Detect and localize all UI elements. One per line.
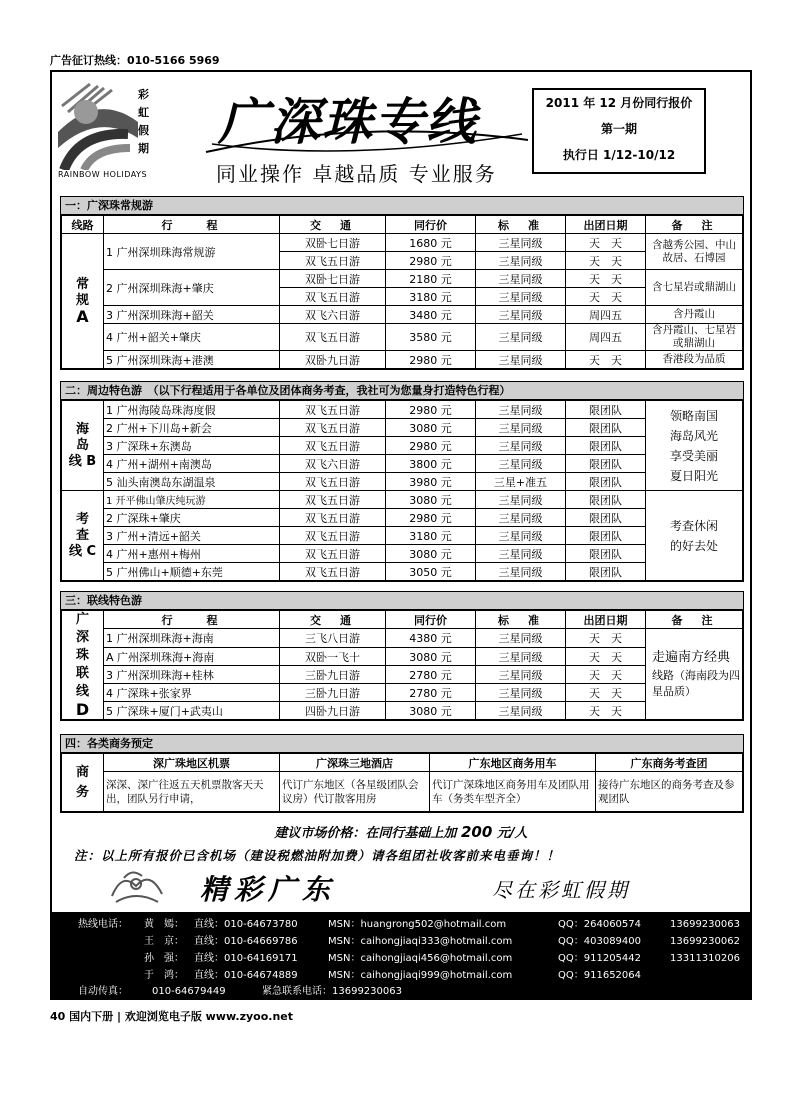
- route-cell: 2 广州+下川岛+新会: [104, 419, 280, 437]
- date-cell: 天 天: [566, 270, 646, 288]
- contact-msn: MSN：caihongjiaqi456@hotmail.com: [328, 953, 513, 964]
- route-cell: 5 汕头南澳岛东湖温泉: [104, 473, 280, 491]
- table-row: [62, 772, 743, 812]
- table-row: [62, 419, 743, 437]
- date-cell: 天 天: [566, 648, 646, 666]
- date-cell: 周四五: [566, 324, 646, 351]
- rainbow-logo: [58, 82, 170, 182]
- date-cell: 天 天: [566, 351, 646, 369]
- banner-subtitle: 尽在彩虹假期: [492, 878, 630, 902]
- table-row: [62, 401, 743, 419]
- price-notice: 注：以上所有报价已含机场（建设税燃油附加费）请各组团社收客前来电垂询！！: [74, 848, 561, 863]
- route-group-label: 商 务: [62, 754, 104, 812]
- service-description: 代订广深珠地区商务用车及团队用车（务类车型齐全）: [430, 772, 596, 812]
- route-group-label: 海 岛 线 B: [62, 401, 104, 491]
- section-business-booking: [60, 734, 744, 813]
- price-cell: 2780 元: [386, 684, 476, 702]
- business-booking-table: [61, 753, 743, 812]
- transport-cell: 双飞五日游: [280, 419, 386, 437]
- route-cell: 4 广州+湖州+南澳岛: [104, 455, 280, 473]
- date-cell: 限团队: [566, 455, 646, 473]
- standard-cell: 三星同级: [476, 563, 566, 581]
- standard-cell: 三星同级: [476, 629, 566, 648]
- ad-hotline: 广告征订热线：010-5166 5969: [50, 54, 220, 67]
- route-group-label: 常 规 A: [62, 234, 104, 369]
- price-cell: 2180 元: [386, 270, 476, 288]
- price-cell: 3080 元: [386, 702, 476, 720]
- column-header: 线路: [62, 216, 104, 234]
- contact-name: 于 鸿：: [144, 970, 184, 981]
- table-row: [62, 437, 743, 455]
- price-cell: 3080 元: [386, 648, 476, 666]
- transport-cell: 四卧九日游: [280, 702, 386, 720]
- table-row: [62, 563, 743, 581]
- route-cell: A 广州深圳珠海+海南: [104, 648, 280, 666]
- table-row: [62, 270, 743, 288]
- section-title: 一：广深珠常规游: [61, 197, 743, 215]
- price-period-issue: 第一期: [600, 122, 637, 136]
- suggested-market-price: [52, 822, 750, 841]
- date-cell: 天 天: [566, 702, 646, 720]
- date-cell: 限团队: [566, 563, 646, 581]
- contact-name: 王 京：: [144, 936, 184, 947]
- column-header: 行 程: [104, 611, 280, 629]
- note-cell: 含越秀公园、中山故居、石博园: [646, 234, 743, 270]
- date-cell: 天 天: [566, 666, 646, 684]
- date-cell: 限团队: [566, 509, 646, 527]
- standard-cell: 三星同级: [476, 648, 566, 666]
- route-cell: 3 广州深圳珠海+桂林: [104, 666, 280, 684]
- route-cell: 4 广州+惠州+梅州: [104, 545, 280, 563]
- route-cell: 5 广深珠+厦门+武夷山: [104, 702, 280, 720]
- contact-msn: MSN：huangrong502@hotmail.com: [328, 919, 507, 930]
- promo-banner: [82, 866, 722, 906]
- contact-msn: MSN：caihongjiaqi333@hotmail.com: [328, 936, 513, 947]
- date-cell: 天 天: [566, 629, 646, 648]
- note-cell: 含丹霞山: [646, 306, 743, 324]
- fax-label: 自动传真：: [78, 986, 128, 997]
- contact-phone: 直线：010-64169171: [194, 953, 298, 964]
- transport-cell: 双飞五日游: [280, 491, 386, 509]
- emergency-phone: 紧急联系电话：13699230063: [262, 986, 402, 997]
- standard-cell: 三星同级: [476, 270, 566, 288]
- date-cell: 天 天: [566, 252, 646, 270]
- standard-cell: 三星同级: [476, 491, 566, 509]
- price-cell: 4380 元: [386, 629, 476, 648]
- date-cell: 周四五: [566, 306, 646, 324]
- logo-english-name: RAINBOW HOLIDAYS: [58, 170, 148, 179]
- standard-cell: 三星+准五: [476, 473, 566, 491]
- transport-cell: 双飞五日游: [280, 509, 386, 527]
- standard-cell: 三星同级: [476, 288, 566, 306]
- column-header: 交 通: [280, 216, 386, 234]
- contact-phone: 直线：010-64673780: [194, 919, 298, 930]
- column-header: 标 准: [476, 216, 566, 234]
- date-cell: 限团队: [566, 401, 646, 419]
- table-row: [62, 306, 743, 324]
- table-header: [62, 754, 743, 772]
- table-row: [62, 527, 743, 545]
- contact-msn: MSN：caihongjiaqi999@hotmail.com: [328, 970, 513, 981]
- regular-tours-table: [61, 215, 743, 369]
- transport-cell: 双卧七日游: [280, 270, 386, 288]
- transport-cell: 双飞五日游: [280, 473, 386, 491]
- market-price-suffix: 元/人: [496, 826, 528, 841]
- date-cell: 限团队: [566, 419, 646, 437]
- fax-number: 010-64679449: [152, 986, 226, 997]
- column-header: 出团日期: [566, 216, 646, 234]
- note-cell: 含丹霞山、七星岩或鼎湖山: [646, 324, 743, 351]
- route-group-label: 考 查 线 C: [62, 491, 104, 581]
- standard-cell: 三星同级: [476, 509, 566, 527]
- service-description: 深深、深广往返五天机票散客天天出，团队另行申请，: [104, 772, 280, 812]
- logo-char: 期: [138, 142, 149, 155]
- banner-title: 精彩广东: [200, 873, 337, 906]
- price-cell: 2980 元: [386, 252, 476, 270]
- logo-char: 假: [138, 124, 149, 137]
- contact-mobile: 13311310206: [670, 953, 740, 964]
- note-cell: 香港段为品质: [646, 351, 743, 369]
- column-header: 备 注: [646, 216, 743, 234]
- rainbow-logo-icon: [58, 82, 138, 170]
- column-header: 广东商务考查团: [596, 754, 743, 772]
- transport-cell: 双卧九日游: [280, 351, 386, 369]
- column-header: 广东地区商务用车: [430, 754, 596, 772]
- price-cell: 3080 元: [386, 545, 476, 563]
- column-header: 广深珠三地酒店: [280, 754, 430, 772]
- table-row: [62, 455, 743, 473]
- column-header: 出团日期: [566, 611, 646, 629]
- transport-cell: 双飞五日游: [280, 563, 386, 581]
- column-header: 同行价: [386, 611, 476, 629]
- flower-icon: [102, 866, 172, 906]
- date-cell: 天 天: [566, 288, 646, 306]
- main-frame: [50, 70, 752, 1000]
- section-regular-tours: [60, 196, 744, 370]
- standard-cell: 三星同级: [476, 437, 566, 455]
- contact-qq: QQ：911652064: [558, 970, 642, 981]
- logo-chinese-name: [138, 86, 152, 158]
- table-row: [62, 473, 743, 491]
- table-row: [62, 702, 743, 720]
- standard-cell: 三星同级: [476, 252, 566, 270]
- standard-cell: 三星同级: [476, 234, 566, 252]
- transport-cell: 三卧九日游: [280, 684, 386, 702]
- price-cell: 3050 元: [386, 563, 476, 581]
- price-cell: 2980 元: [386, 401, 476, 419]
- section-title: 二：周边特色游 （以下行程适用于各单位及团体商务考查，我社可为您量身打造特色行程）: [61, 382, 743, 400]
- table-row: [62, 545, 743, 563]
- combo-tours-table: [61, 610, 743, 720]
- transport-cell: 双飞五日游: [280, 324, 386, 351]
- transport-cell: 双飞五日游: [280, 527, 386, 545]
- date-cell: 天 天: [566, 684, 646, 702]
- section-title: 四：各类商务预定: [61, 735, 743, 753]
- price-cell: 2980 元: [386, 351, 476, 369]
- contact-label: 热线电话：: [78, 919, 128, 930]
- route-cell: 3 广深珠+东澳岛: [104, 437, 280, 455]
- header: [52, 72, 750, 190]
- table-header: [62, 216, 743, 234]
- table-row: [62, 324, 743, 351]
- contact-mobile: 13699230062: [670, 936, 740, 947]
- column-header: 标 准: [476, 611, 566, 629]
- route-cell: 3 广州+清远+韶关: [104, 527, 280, 545]
- date-cell: 天 天: [566, 234, 646, 252]
- date-cell: 限团队: [566, 527, 646, 545]
- date-cell: 限团队: [566, 437, 646, 455]
- contact-mobile: 13699230063: [670, 919, 740, 930]
- price-cell: 1680 元: [386, 234, 476, 252]
- standard-cell: 三星同级: [476, 306, 566, 324]
- service-description: 接待广东地区的商务考查及参观团队: [596, 772, 743, 812]
- table-row: [62, 684, 743, 702]
- route-cell: 4 广深珠+张家界: [104, 684, 280, 702]
- standard-cell: 三星同级: [476, 527, 566, 545]
- contact-name: 黄 嫣：: [144, 919, 184, 930]
- route-cell: 2 广深珠+肇庆: [104, 509, 280, 527]
- transport-cell: 双飞五日游: [280, 401, 386, 419]
- page-footer: 40 国内下册 | 欢迎浏览电子版 www.zyoo.net: [50, 1010, 294, 1023]
- column-header: 同行价: [386, 216, 476, 234]
- route-group-label: 广 深 珠 联 线 D: [62, 611, 104, 720]
- contact-phone: 直线：010-64674889: [194, 970, 298, 981]
- route-cell: 5 广州佛山+顺德+东莞: [104, 563, 280, 581]
- note-cell: 领略南国 海岛风光 享受美丽 夏日阳光: [646, 401, 743, 491]
- route-cell: 5 广州深圳珠海+港澳: [104, 351, 280, 369]
- table-row: [62, 666, 743, 684]
- route-cell: 2 广州深圳珠海+肇庆: [104, 270, 280, 306]
- table-row: [62, 491, 743, 509]
- table-row: [62, 351, 743, 369]
- price-cell: 3580 元: [386, 324, 476, 351]
- price-cell: 2980 元: [386, 437, 476, 455]
- price-cell: 2780 元: [386, 666, 476, 684]
- contact-name: 孙 强：: [144, 953, 184, 964]
- table-row: [62, 234, 743, 252]
- column-header: 备 注: [646, 611, 743, 629]
- price-period-box: [532, 88, 706, 174]
- date-cell: 限团队: [566, 473, 646, 491]
- route-cell: 1 广州深圳珠海+海南: [104, 629, 280, 648]
- price-cell: 3800 元: [386, 455, 476, 473]
- transport-cell: 双卧七日游: [280, 234, 386, 252]
- date-cell: 限团队: [566, 491, 646, 509]
- note-cell: 走遍南方经典 线路（海南段为四星品质）: [646, 629, 743, 720]
- slogan: 同业操作 卓越品质 专业服务: [216, 162, 497, 186]
- price-cell: 3980 元: [386, 473, 476, 491]
- transport-cell: 双飞五日游: [280, 288, 386, 306]
- table-header: [62, 611, 743, 629]
- transport-cell: 三卧九日游: [280, 666, 386, 684]
- table-row: [62, 648, 743, 666]
- column-header: 行 程: [104, 216, 280, 234]
- swoosh-icon: [202, 122, 532, 158]
- column-header: 交 通: [280, 611, 386, 629]
- standard-cell: 三星同级: [476, 419, 566, 437]
- route-cell: 1 广州海陵岛珠海度假: [104, 401, 280, 419]
- logo-char: 彩: [138, 88, 149, 101]
- standard-cell: 三星同级: [476, 455, 566, 473]
- transport-cell: 双飞六日游: [280, 455, 386, 473]
- transport-cell: 双飞五日游: [280, 437, 386, 455]
- logo-char: 虹: [138, 106, 149, 119]
- standard-cell: 三星同级: [476, 684, 566, 702]
- route-cell: 1 广州深圳珠海常规游: [104, 234, 280, 270]
- standard-cell: 三星同级: [476, 324, 566, 351]
- price-period-dates: 执行日 1/12-10/12: [562, 148, 676, 162]
- price-cell: 3080 元: [386, 491, 476, 509]
- contact-qq: QQ：911205442: [558, 953, 642, 964]
- contact-panel: [52, 912, 750, 1000]
- price-cell: 3080 元: [386, 419, 476, 437]
- standard-cell: 三星同级: [476, 702, 566, 720]
- contact-qq: QQ：264060574: [558, 919, 642, 930]
- transport-cell: 三飞八日游: [280, 629, 386, 648]
- route-cell: 4 广州+韶关+肇庆: [104, 324, 280, 351]
- transport-cell: 双卧一飞十: [280, 648, 386, 666]
- transport-cell: 双飞五日游: [280, 252, 386, 270]
- standard-cell: 三星同级: [476, 545, 566, 563]
- contact-qq: QQ：403089400: [558, 936, 642, 947]
- note-cell: 考查休闲 的好去处: [646, 491, 743, 581]
- price-cell: 3180 元: [386, 527, 476, 545]
- date-cell: 限团队: [566, 545, 646, 563]
- transport-cell: 双飞五日游: [280, 545, 386, 563]
- price-cell: 2980 元: [386, 509, 476, 527]
- market-price-prefix: 建议市场价格：在同行基础上加: [274, 826, 457, 841]
- contact-phone: 直线：010-64669786: [194, 936, 298, 947]
- route-cell: 1 开平佛山肇庆纯玩游: [104, 491, 280, 509]
- table-row: [62, 509, 743, 527]
- page-title: 广深珠专线: [218, 92, 478, 151]
- price-cell: 3180 元: [386, 288, 476, 306]
- standard-cell: 三星同级: [476, 666, 566, 684]
- price-period-title: 2011 年 12 月份同行报价: [545, 96, 693, 110]
- standard-cell: 三星同级: [476, 351, 566, 369]
- table-row: [62, 629, 743, 648]
- service-description: 代订广东地区（各星级团队会议房）代订散客用房: [280, 772, 430, 812]
- column-header: 深广珠地区机票: [104, 754, 280, 772]
- featured-tours-table: [61, 400, 743, 581]
- transport-cell: 双飞六日游: [280, 306, 386, 324]
- section-title: 三：联线特色游: [61, 592, 743, 610]
- section-combo-tours: [60, 591, 744, 721]
- note-cell: 含七星岩或鼎湖山: [646, 270, 743, 306]
- route-cell: 3 广州深圳珠海+韶关: [104, 306, 280, 324]
- section-featured-tours: [60, 381, 744, 582]
- market-price-amount: 200: [460, 823, 493, 841]
- standard-cell: 三星同级: [476, 401, 566, 419]
- price-cell: 3480 元: [386, 306, 476, 324]
